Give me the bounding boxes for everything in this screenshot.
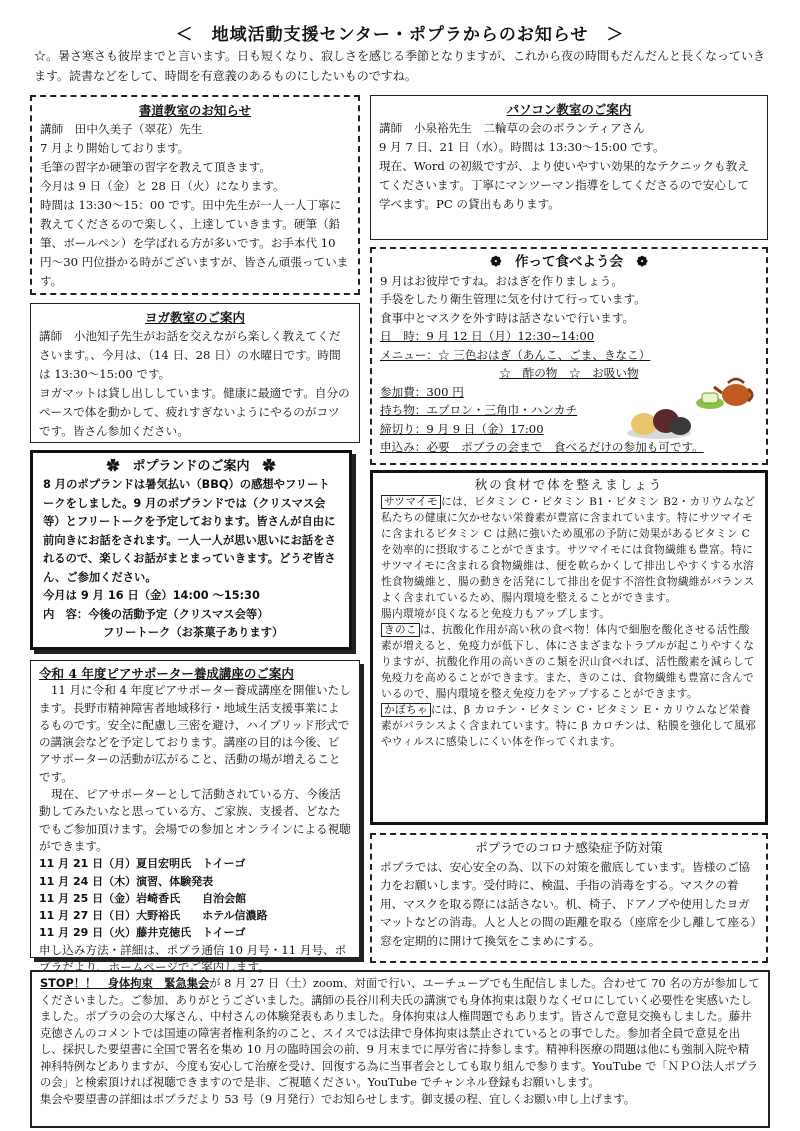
- autumn-section: [370, 470, 768, 825]
- stop-body-paragraph: [40, 976, 760, 1092]
- cooking-apply: 申込み：必要 ポプラの会まで 食べるだけの参加も可です。: [380, 440, 704, 454]
- stop-label: STOP！！ 身体拘束 緊急集会: [40, 977, 210, 990]
- calligraphy-line: 今月は 9 日（金）と 28 日（火）になります。: [40, 179, 285, 193]
- yoga-title: ヨガ教室のご案内: [144, 310, 245, 325]
- pc-section: [370, 95, 768, 240]
- peer-schedule-item: 11 月 24 日（木）演習、体験発表: [39, 874, 214, 888]
- pc-line: 現在、Word の初級ですが、より使いやすい効果的なテクニックも教えてくださいます。丁寧にマンツーマン指導をしてくださるので安心して学べます。PC の貸出もあります。: [379, 159, 750, 211]
- peer-section: [30, 660, 360, 975]
- teapot-icon: [688, 367, 758, 415]
- popland-content-1: 内 容：今後の活動予定（クリスマス会等）: [43, 607, 269, 621]
- cooking-deadline: 締切り：9 月 9 日（金）17:00: [380, 421, 544, 436]
- peer-schedule-item: 11 月 27 日（日）大野裕氏 ホテル信濃路: [39, 909, 268, 923]
- pc-line: 講師 小泉裕先生 二輪草の会のボランティアさん: [379, 121, 645, 135]
- covid-section: [370, 833, 768, 963]
- autumn-paragraph-1b: 腸内環境が良くなると免疫力もアップします。: [381, 608, 611, 620]
- cooking-fee: 参加費：300 円: [380, 384, 464, 399]
- kinoko-label: きのこ: [381, 623, 420, 637]
- kabocha-label: かぼちゃ: [381, 703, 431, 717]
- satsumaimo-text: には、ビタミン C・ビタミン B1・ビタミン B2・カリウムなど私たちの健康に欠かせない栄養素が豊富に含まれています。特にサツマイモに含まれるビタミン C は熱に強いため風邪の予防に効果があるビタミン C を効率的に摂取することができます。サツマイモには食物繊維も豊富。特にサツマイモに含まれる食物繊維は、便を軟らかくして排出しやすくする水溶性食物繊維と、腸の動きを活発にして排出を促す不溶性食物繊維がバランスよく含まれているため、腸内環境を整えることができます。: [381, 496, 756, 604]
- intro-text: ☆。暑さ寒さも彼岸までと言います。日も短くなり、寂しさを感じる季節となりますが、これから夜の時間もだんだんと長くなっていきます。読書などをして、時間を有意義のあるものにしたいものですね。: [34, 49, 766, 83]
- peer-footer: 申し込み方法・詳細は、ポプラ通信 10 月号・11 月号、ポプラだより、ホームページでご案内します。: [39, 942, 347, 975]
- covid-title: ポプラでのコロナ感染症予防対策: [475, 840, 663, 855]
- covid-body: ポプラでは、安心安全の為、以下の対策を徹底しています。皆様のご協力をお願いします。受付時に、検温、手指の消毒をする。マスクの着用、マスクを取る際には話さない。机、椅子、ドアノブや使用したヨガマットなどの消毒。人と人との間の距離を取る（座席を少し離して座る）窓を定期的に開けて換気をこまめにする。: [380, 859, 757, 948]
- calligraphy-line: 時間は 13:30～15：00 です。田中先生が一人一人丁寧に教えてくださるので楽しく、上達していきます。硬筆（鉛筆、ボールペン）を学ばれる方が多いです。お手本代 10 円～30 円位掛かる時がございますが、皆さん頑張っています。: [40, 198, 349, 288]
- popland-content-2: フリートーク（お茶菓子あります）: [103, 626, 284, 639]
- autumn-paragraph-2: [381, 622, 757, 702]
- peer-body: 11 月に令和 4 年度ピアサポーター養成講座を開催いたします。長野市精神障害者地域移行・地域生活支援事業によるものです。安全に配慮し三密を避け、ハイブリッド形式での講演会などを予定しております。講座の目的は今後、ピアサポーターの活動が広がること、活動の場が増えることです。: [39, 683, 351, 784]
- cooking-items: 持ち物：エプロン・三角巾・ハンカチ: [380, 403, 578, 417]
- peer-schedule-item: 11 月 25 日（金）岩崎香氏 自治会館: [39, 891, 247, 905]
- popland-section: [30, 450, 352, 650]
- calligraphy-title: 書道教室のお知らせ: [138, 103, 252, 118]
- cooking-section: [370, 247, 768, 465]
- stop-body: が 8 月 27 日（土）zoom、対面で行い、ユーチューブでも生配信しました。合わせて 70 名の方が参加してくださいました。ご参加、ありがとうございました。講師の長谷川利夫氏の講演でも身体拘束は限りなくゼロにしていく必要性を実感いたしました。ポプラの会の大塚さん、中村さんの体験発表もありました。身体拘束は人権問題でもあります。皆さんで意見交換もしました。藤井克徳さんのコメントでは国連の障害者権利条約のこと、スイスでは法律で身体拘束は禁止されているとの事でした。参加者全員で意見を出し、採択した要望書に全国で署名を集め 10 月の臨時国会の前、9 月末までに厚労省に持参します。精神科医療の問題は他にも強制入院や精神科特例などありますが、今度も安心して治療を受け、回復する為に当事者会としても取り組んで参ります。YouTube で「ＮＰＯ法人ポプラの会」と検索頂ければ視聴できますので是非、ご視聴ください。YouTube でチャンネル登録もお願いします。: [40, 977, 760, 1089]
- popland-body: 8 月のポプランドは暑気払い（BBQ）の感想やフリートークをしました。9 月のポプランドでは（クリスマス会等）とフリートークを予定しております。皆さんが自由に前向きにお話をされます。一人一人が思い思いにお話をされるので、楽しくお話がまとまっていきます。どうぞ皆さん、ご参加ください。: [43, 478, 336, 584]
- pc-line: 9 月 7 日、21 日（水）。時間は 13:30～15:00 です。: [379, 140, 665, 154]
- cooking-menu-2: ☆ 酢の物 ☆ お吸い物: [499, 366, 639, 380]
- autumn-paragraph-1: [381, 494, 757, 606]
- popland-date: 今月は 9 月 16 日（金）14:00 ～15:30: [43, 589, 260, 602]
- calligraphy-line: 7 月より開始しております。: [40, 141, 190, 155]
- autumn-paragraph-3: [381, 702, 757, 750]
- cooking-line: 食事中とマスクを外す時は話さないで行います。: [380, 310, 635, 325]
- cooking-title: ❁ 作って食べよう会 ❁: [490, 254, 648, 270]
- kinoko-text: は、抗酸化作用が高い秋の食べ物！体内で細胞を酸化させる活性酸素が増えると、免疫力が低下し、体にさまざまなトラブルが起こりやすくなりますが、抗酸化作用の高いきのこ類を沢山食べれば、活性酸素を減らして免疫力を高めることができます。また、きのこは、食物繊維も豊富に含んでいるので、腸内環境を整え免疫力をアップすることができます。: [381, 624, 755, 700]
- peer-schedule-item: 11 月 21 日（月）夏目宏明氏 トイーゴ: [39, 857, 246, 871]
- peer-body-2: 現在、ピアサポーターとして活動されている方、今後活動してみたいなと思っている方、ご家族、支援者、どなたでもご参加頂けます。会場での参加とオンラインによる視聴ができます。: [39, 787, 351, 853]
- cooking-menu-1: メニュー：☆ 三色おはぎ（あんこ、ごま、きなこ）: [380, 347, 651, 362]
- calligraphy-line: 講師 田中久美子（翠花）先生: [40, 122, 203, 136]
- yoga-line: 講師 小池知子先生がお話を交えながら楽しく教えてくださいます。、今月は、（14 日、28 日）の水曜日です。時間は 13:30～15:00 です。: [39, 329, 341, 381]
- ohagi-icon: [624, 397, 694, 441]
- pc-title: パソコン教室のご案内: [506, 102, 632, 117]
- satsumaimo-label: サツマイモ: [381, 495, 441, 509]
- autumn-title: 秋の食材で体を整えましょう: [474, 477, 664, 492]
- yoga-section: [30, 303, 360, 443]
- peer-title: 令和 4 年度ピアサポーター養成講座のご案内: [39, 666, 294, 681]
- kabocha-text: には、β カロチン・ビタミン C・ビタミン E・カリウムなど栄養素がバランスよく含まれています。特に β カロチンは、粘膜を強化して風邪やウィルスに感染しにくい体を作ってくれます。: [381, 704, 757, 748]
- cooking-date: 日 時：9 月 12 日（月）12:30~14:00: [380, 329, 595, 343]
- stop-section: [30, 970, 770, 1128]
- page-title: ＜ 地域活動支援センター・ポプラからのお知らせ ＞: [175, 25, 625, 45]
- cooking-line: 9 月はお彼岸ですね。おはぎを作りましょう。: [380, 273, 623, 288]
- calligraphy-section: [30, 95, 360, 295]
- calligraphy-line: 毛筆の習字か硬筆の習字を教えて頂きます。: [40, 160, 271, 174]
- stop-last: 集会や要望書の詳細はポプラだより 53 号（9 月発行）でお知らせします。御支援の程、宜しくお願い申し上げます。: [40, 1092, 636, 1106]
- cooking-line: 手袋をしたり衛生管理に気を付けて行っています。: [380, 292, 646, 306]
- popland-title: ✿ ポプランドのご案内 ✿: [106, 459, 276, 474]
- peer-schedule-item: 11 月 29 日（火）藤井克徳氏 トイーゴ: [39, 926, 246, 940]
- yoga-line: ヨガマットは貸し出ししています。健康に最適です。自分のペースで体を動かして、疲れすぎないようにやるのがコツです。皆さん参加ください。: [39, 386, 350, 438]
